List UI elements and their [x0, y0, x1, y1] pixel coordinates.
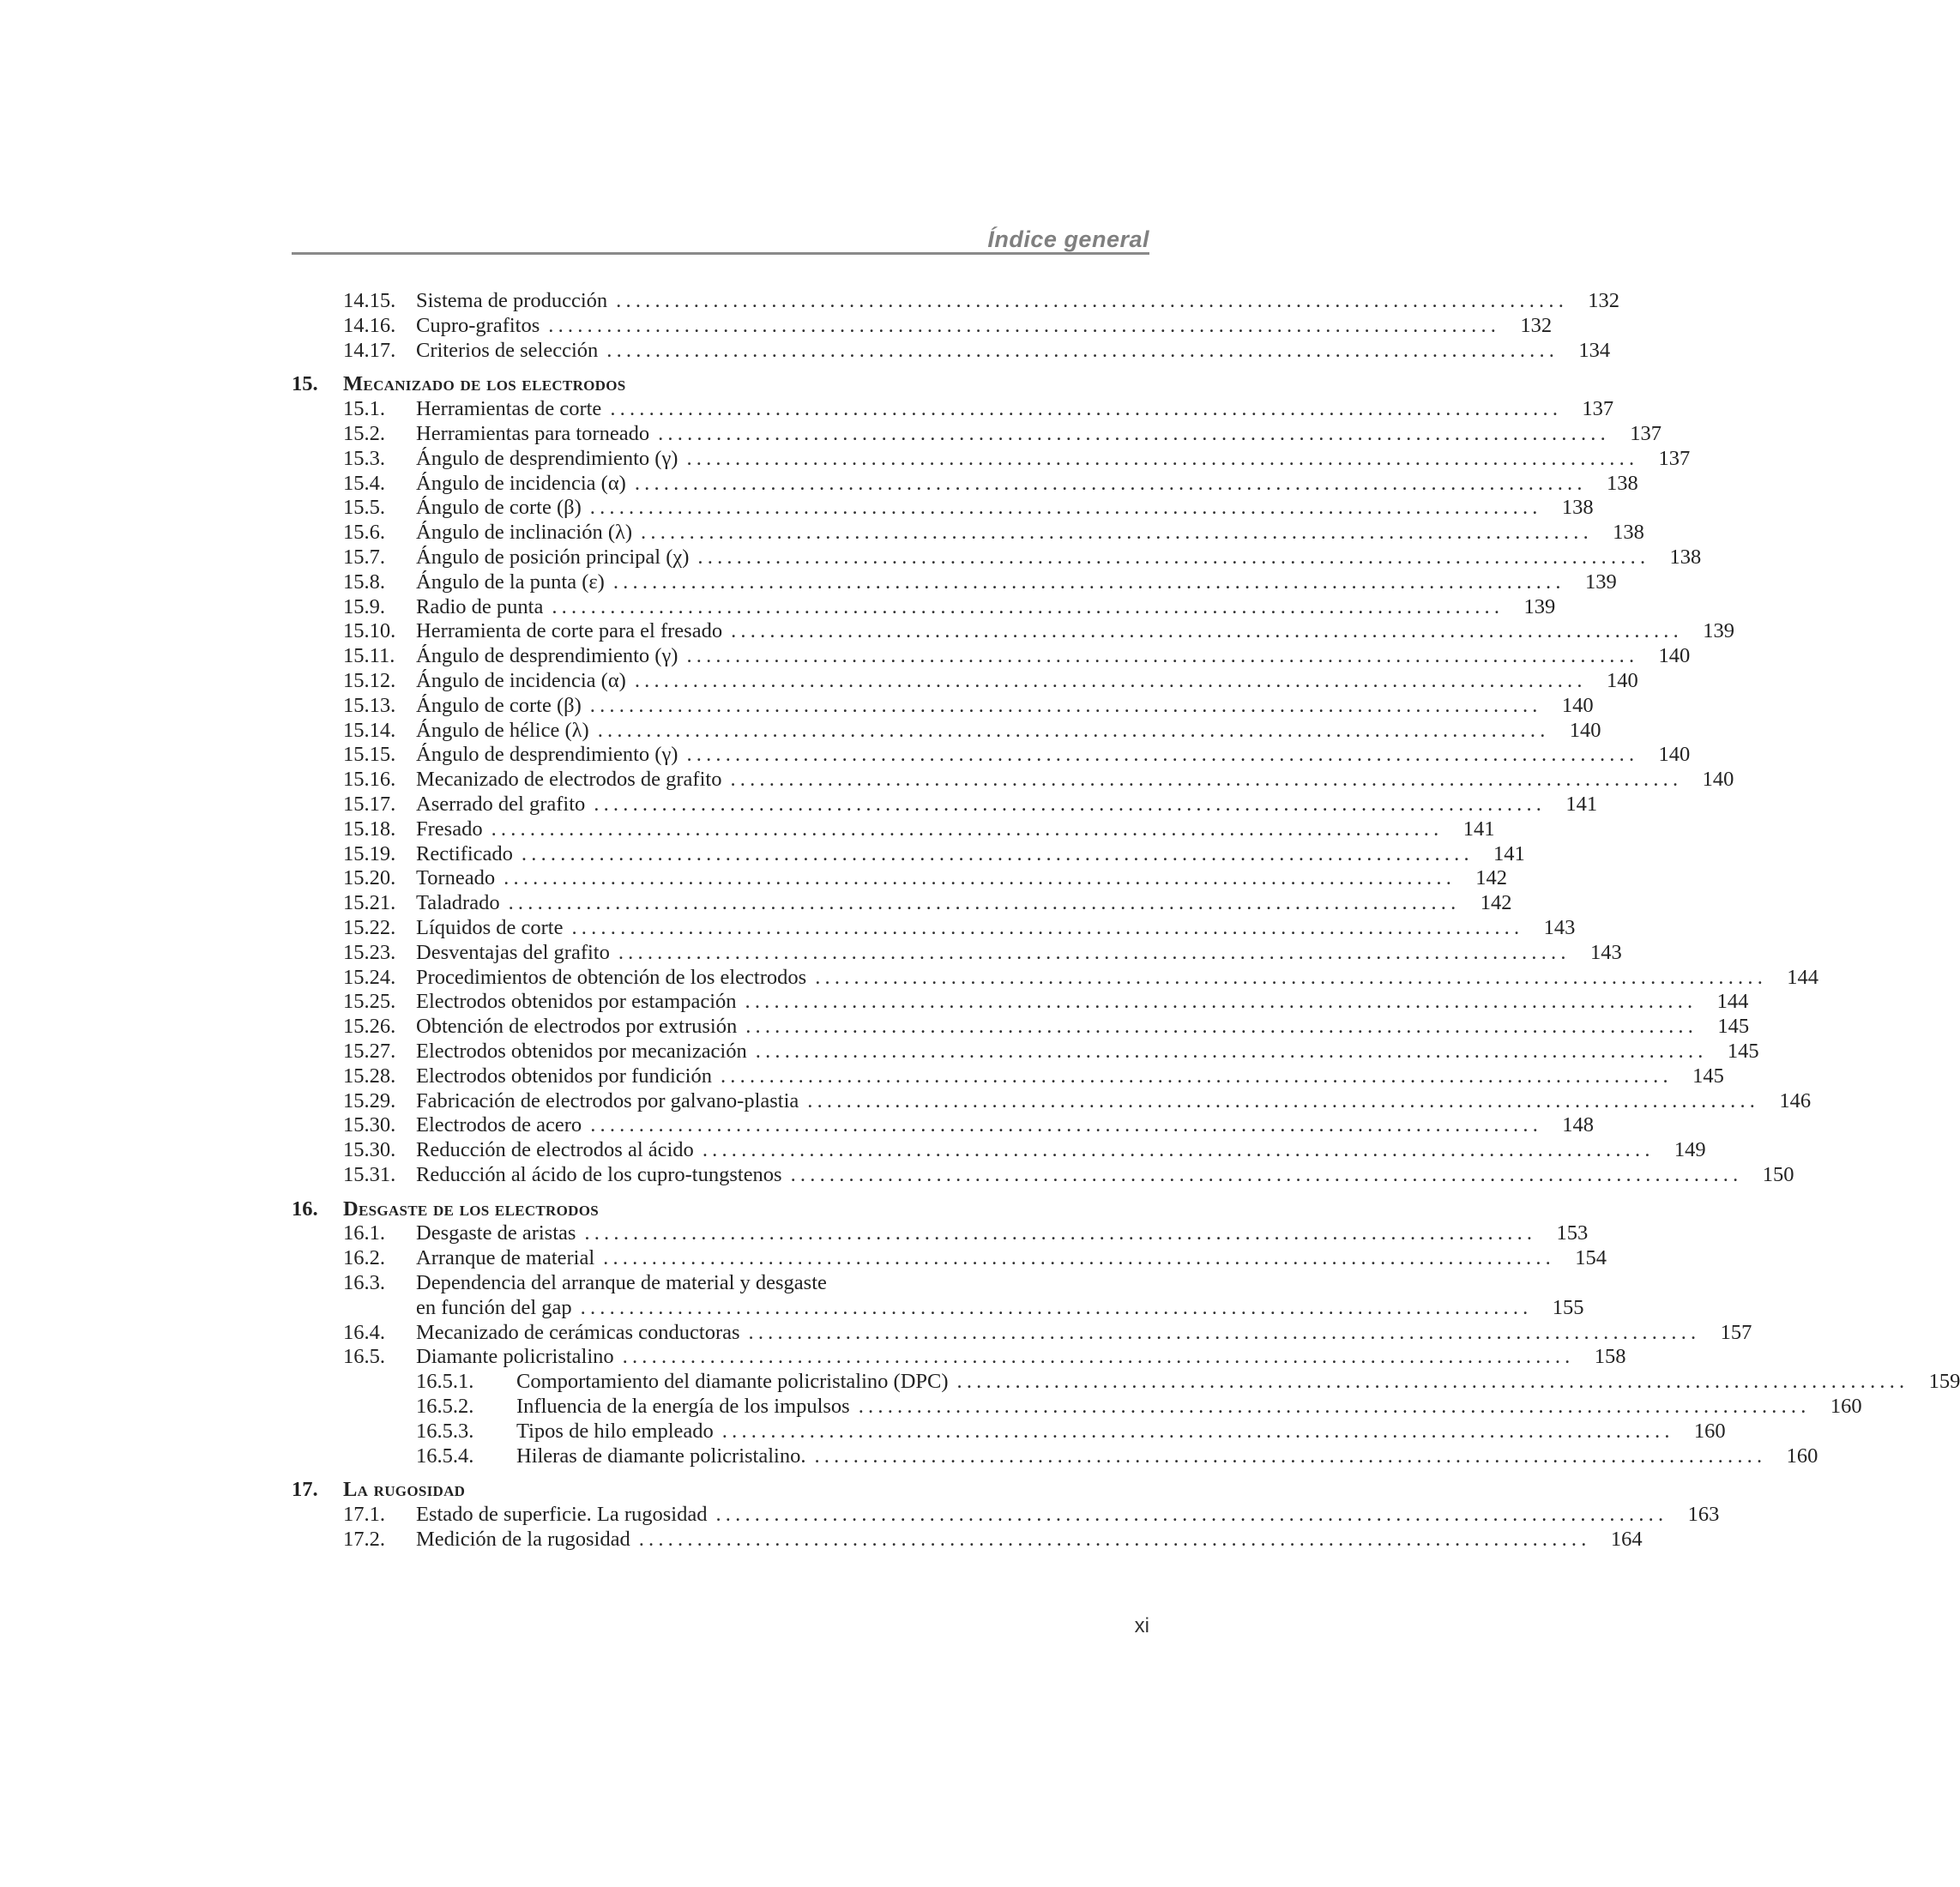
entry-page-number: 138 [1613, 521, 1644, 545]
entry-number: 15.7. [343, 545, 385, 569]
dot-leader: .................................................................................................. [755, 1039, 1708, 1063]
entry-page-number: 157 [1720, 1320, 1752, 1344]
entry-page-number: 138 [1606, 471, 1638, 495]
dot-leader: .................................................................................................. [807, 1088, 1760, 1112]
entry-number: 15.6. [343, 521, 385, 545]
entry-title: Electrodos de acero [416, 1113, 582, 1137]
entry-title: Rectificado [416, 841, 513, 865]
toc-entry[interactable] [292, 545, 1702, 570]
toc-entry[interactable] [292, 792, 1598, 817]
dot-leader: .................................................................................................. [686, 644, 1639, 668]
dot-leader: .................................................................................................. [638, 1528, 1591, 1552]
entry-number: 14.15. [343, 289, 396, 312]
entry-number: 15.31. [343, 1162, 396, 1186]
dot-leader: .................................................................................................. [594, 792, 1547, 816]
entry-number: 15.29. [343, 1088, 396, 1112]
running-header-title: Índice general [987, 226, 1149, 252]
page-number: xi [1134, 1614, 1149, 1637]
entry-page-number: 148 [1562, 1113, 1595, 1137]
entry-title: Sistema de producción [416, 289, 608, 312]
entry-page-number: 159 [1928, 1370, 1960, 1394]
toc-entry[interactable] [292, 1345, 1626, 1370]
dot-leader: .................................................................................................. [634, 668, 1587, 692]
entry-title: Estado de superficie. La rugosidad [416, 1503, 708, 1527]
entry-title: Desgaste de aristas [416, 1221, 576, 1245]
dot-leader: .................................................................................................. [697, 545, 1650, 569]
entry-title: Radio de punta [416, 594, 544, 618]
dot-leader: .................................................................................................. [715, 1503, 1668, 1527]
entry-page-number: 140 [1561, 693, 1594, 717]
entry-title: Aserrado del grafito [416, 792, 586, 816]
entry-number: 17.2. [343, 1528, 385, 1552]
entry-number: 16.2. [343, 1246, 385, 1270]
toc-entry[interactable] [292, 1246, 1607, 1271]
entry-title: Torneado [416, 866, 496, 890]
entry-number: 15.30. [343, 1138, 396, 1162]
entry-page-number: 145 [1692, 1064, 1724, 1088]
toc-entry[interactable] [292, 496, 1594, 521]
entry-title: Procedimientos de obtención de los electrodos [416, 965, 807, 989]
entry-number: 16.5.1. [416, 1370, 474, 1394]
dot-leader: .................................................................................................. [658, 421, 1610, 445]
entry-title: Ángulo de desprendimiento (γ) [416, 644, 678, 668]
dot-leader: .................................................................................................. [686, 743, 1639, 767]
entry-page-number: 141 [1493, 841, 1525, 865]
entry-page-number: 138 [1669, 545, 1702, 569]
entry-page-number: 154 [1575, 1246, 1607, 1270]
entry-number: 14.17. [343, 338, 396, 362]
dot-leader: .................................................................................................. [745, 1015, 1698, 1039]
entry-number: 15.4. [343, 471, 385, 495]
entry-number: 15.11. [343, 644, 395, 668]
chapter-title: La rugosidad [343, 1478, 466, 1502]
entry-number: 15.13. [343, 693, 396, 717]
entry-number: 15.9. [343, 594, 385, 618]
toc-entry[interactable] [292, 668, 1638, 694]
toc-entry[interactable] [292, 940, 1622, 966]
entry-title: Herramientas para torneado [416, 421, 650, 445]
toc-entry[interactable] [292, 1395, 1862, 1420]
entry-page-number: 150 [1762, 1162, 1794, 1186]
entry-page-number: 140 [1569, 718, 1601, 742]
entry-number: 15.24. [343, 965, 396, 989]
toc-entry[interactable] [292, 1162, 1794, 1188]
toc-entry[interactable] [292, 471, 1638, 497]
toc-entry[interactable] [292, 693, 1594, 719]
chapter-heading [292, 1197, 1149, 1222]
toc-entry[interactable] [292, 1370, 1960, 1395]
dot-leader: .................................................................................................. [622, 1345, 1575, 1369]
entry-page-number: 143 [1543, 915, 1576, 939]
toc-entry[interactable] [292, 1039, 1759, 1064]
entry-number: 16.5.4. [416, 1444, 474, 1468]
dot-leader: .................................................................................................. [603, 1246, 1556, 1270]
entry-number: 15.26. [343, 1015, 396, 1039]
entry-number: 15.3. [343, 446, 385, 470]
entry-page-number: 142 [1475, 866, 1508, 890]
toc-entry[interactable] [292, 1015, 1750, 1040]
dot-leader: .................................................................................................. [571, 915, 1524, 939]
entry-page-number: 143 [1589, 940, 1622, 964]
entry-number: 15.21. [343, 891, 396, 915]
chapter-heading [292, 1478, 1149, 1503]
dot-leader: .................................................................................................. [745, 990, 1698, 1014]
entry-page-number: 145 [1727, 1039, 1759, 1063]
entry-number: 15.28. [343, 1064, 396, 1088]
entry-title: Reducción de electrodos al ácido [416, 1138, 694, 1162]
entry-title: Desventajas del grafito [416, 940, 610, 964]
dot-leader: .................................................................................................. [508, 891, 1461, 915]
toc-entry[interactable] [292, 866, 1508, 891]
chapter-title: Desgaste de los electrodos [343, 1197, 600, 1221]
entry-number: 15.10. [343, 619, 396, 643]
entry-title: Electrodos obtenidos por mecanización [416, 1039, 747, 1063]
entry-page-number: 144 [1716, 990, 1749, 1014]
entry-title: Hileras de diamante policristalino. [516, 1444, 806, 1468]
dot-leader: .................................................................................................. [748, 1320, 1701, 1344]
entry-page-number: 139 [1584, 570, 1617, 594]
entry-page-number: 138 [1561, 496, 1594, 520]
dot-leader: .................................................................................................. [956, 1370, 1909, 1394]
entry-title: Ángulo de corte (β) [416, 496, 582, 520]
dot-leader: .................................................................................................. [634, 471, 1587, 495]
toc-entry[interactable] [292, 289, 1620, 314]
dot-leader: .................................................................................................. [616, 289, 1569, 312]
entry-number: 15.25. [343, 990, 396, 1014]
dot-leader: .................................................................................................. [548, 313, 1501, 337]
toc-entry[interactable] [292, 1320, 1752, 1346]
toc-entry[interactable] [292, 1528, 1643, 1552]
entry-title: Electrodos obtenidos por estampación [416, 990, 737, 1014]
entry-page-number: 132 [1588, 289, 1620, 312]
table-of-contents [292, 289, 1960, 1552]
dot-leader: .................................................................................................. [504, 866, 1456, 890]
entry-page-number: 153 [1556, 1221, 1589, 1245]
toc-entry[interactable] [292, 990, 1749, 1015]
entry-page-number: 144 [1787, 965, 1819, 989]
toc-entry[interactable] [292, 841, 1525, 867]
entry-number: 16.5.3. [416, 1419, 474, 1443]
entry-title: Medición de la rugosidad [416, 1528, 630, 1552]
entry-title: Ángulo de inclinación (λ) [416, 521, 633, 545]
header-rule [292, 252, 1149, 255]
toc-entry[interactable] [292, 965, 1819, 991]
toc-entry[interactable] [292, 313, 1553, 339]
toc-entry[interactable] [292, 397, 1614, 422]
entry-page-number: 139 [1523, 594, 1556, 618]
toc-entry[interactable] [292, 570, 1617, 595]
entry-page-number: 137 [1582, 397, 1614, 421]
dot-leader: .................................................................................................. [612, 570, 1565, 594]
dot-leader: .................................................................................................. [552, 594, 1505, 618]
entry-number: 15.15. [343, 743, 396, 767]
entry-number: 15.1. [343, 397, 385, 421]
dot-leader: .................................................................................................. [720, 1064, 1673, 1088]
toc-entry[interactable] [292, 718, 1601, 744]
toc-entry[interactable] [292, 644, 1691, 669]
toc-entry[interactable] [292, 421, 1661, 447]
entry-page-number: 140 [1702, 768, 1734, 792]
entry-number: 15.27. [343, 1039, 396, 1063]
entry-page-number: 140 [1658, 743, 1691, 767]
toc-entry[interactable] [292, 891, 1512, 916]
entry-title: Ángulo de desprendimiento (γ) [416, 743, 678, 767]
dot-leader: .................................................................................................. [730, 768, 1683, 792]
entry-title: Mecanizado de electrodos de grafito [416, 768, 722, 792]
entry-page-number: 149 [1674, 1138, 1706, 1162]
dot-leader: .................................................................................................. [521, 841, 1474, 865]
chapter-number: 17. [292, 1478, 318, 1502]
toc-entry[interactable] [292, 743, 1691, 768]
entry-number: 15.23. [343, 940, 396, 964]
entry-page-number: 137 [1658, 446, 1691, 470]
entry-title: Ángulo de incidencia (α) [416, 471, 626, 495]
toc-entry[interactable] [292, 817, 1495, 842]
chapter-number: 16. [292, 1197, 318, 1221]
entry-number: 15.14. [343, 718, 396, 742]
toc-entry[interactable] [292, 1503, 1720, 1528]
dot-leader: .................................................................................................. [790, 1162, 1743, 1186]
entry-number: 15.12. [343, 668, 396, 692]
entry-page-number: 132 [1520, 313, 1553, 337]
toc-entry[interactable] [292, 446, 1691, 472]
entry-title: Ángulo de hélice (λ) [416, 718, 589, 742]
dot-leader: .................................................................................................. [814, 1444, 1767, 1468]
toc-entry[interactable] [292, 768, 1734, 793]
dot-leader: .................................................................................................. [580, 1295, 1533, 1319]
entry-title: Obtención de electrodos por extrusión [416, 1015, 738, 1039]
entry-page-number: 158 [1594, 1345, 1626, 1369]
entry-page-number: 139 [1703, 619, 1734, 643]
dot-leader: .................................................................................................. [584, 1221, 1537, 1245]
dot-leader: .................................................................................................. [597, 718, 1550, 742]
entry-title: en función del gap [416, 1295, 572, 1319]
entry-number: 15.18. [343, 817, 396, 841]
entry-title: Fabricación de electrodos por galvano-plastia [416, 1088, 799, 1112]
entry-page-number: 160 [1693, 1419, 1726, 1443]
entry-page-number: 140 [1606, 668, 1638, 692]
entry-title: Comportamiento del diamante policristalino (DPC) [516, 1370, 949, 1394]
entry-title: Diamante policristalino [416, 1345, 614, 1369]
entry-page-number: 164 [1610, 1528, 1643, 1552]
toc-entry[interactable] [292, 1138, 1706, 1163]
entry-number: 16.1. [343, 1221, 385, 1245]
entry-title: Ángulo de incidencia (α) [416, 668, 626, 692]
entry-number: 15.17. [343, 792, 396, 816]
toc-entry[interactable] [292, 1271, 1149, 1296]
entry-title: Fresado [416, 817, 483, 841]
entry-number: 15.8. [343, 570, 385, 594]
entry-title: Mecanizado de cerámicas conductoras [416, 1320, 740, 1344]
entry-title: Ángulo de corte (β) [416, 693, 582, 717]
toc-entry[interactable] [292, 915, 1576, 941]
entry-number: 15.5. [343, 496, 385, 520]
entry-page-number: 155 [1552, 1295, 1584, 1319]
dot-leader: .................................................................................................. [606, 338, 1559, 362]
entry-number: 16.5. [343, 1345, 385, 1369]
entry-number: 16.4. [343, 1320, 385, 1344]
entry-title: Herramientas de corte [416, 397, 602, 421]
dot-leader: .................................................................................................. [686, 446, 1639, 470]
dot-leader: .................................................................................................. [815, 965, 1768, 989]
entry-title: Arranque de material [416, 1246, 595, 1270]
entry-page-number: 137 [1630, 421, 1661, 445]
dot-leader: .................................................................................................. [641, 521, 1593, 545]
dot-leader: .................................................................................................. [491, 817, 1444, 841]
dot-leader: .................................................................................................. [721, 1419, 1674, 1443]
entry-title: Criterios de selección [416, 338, 599, 362]
entry-title: Electrodos obtenidos por fundición [416, 1064, 712, 1088]
entry-title: Cupro-grafitos [416, 313, 540, 337]
entry-number: 15.2. [343, 421, 385, 445]
dot-leader: .................................................................................................. [589, 693, 1542, 717]
dot-leader: .................................................................................................. [702, 1138, 1655, 1162]
entry-title: Influencia de la energía de los impulsos [516, 1395, 850, 1419]
toc-entry[interactable] [292, 1064, 1724, 1089]
entry-page-number: 134 [1578, 338, 1611, 362]
entry-number: 15.22. [343, 915, 396, 939]
entry-title: Reducción al ácido de los cupro-tungstenos [416, 1162, 782, 1186]
entry-title: Ángulo de posición principal (χ) [416, 545, 690, 569]
entry-page-number: 160 [1830, 1395, 1862, 1419]
entry-page-number: 163 [1687, 1503, 1720, 1527]
dot-leader: .................................................................................................. [610, 397, 1563, 421]
toc-entry[interactable] [292, 594, 1556, 620]
entry-number: 14.16. [343, 313, 396, 337]
dot-leader: .................................................................................................. [618, 940, 1571, 964]
toc-entry[interactable] [292, 1419, 1726, 1444]
entry-number: 16.5.2. [416, 1395, 474, 1419]
entry-title: Ángulo de la punta (ε) [416, 570, 605, 594]
dot-leader: .................................................................................................. [731, 619, 1683, 643]
toc-entry[interactable] [292, 521, 1644, 546]
toc-entry[interactable] [292, 1088, 1812, 1114]
entry-title: Ángulo de desprendimiento (γ) [416, 446, 678, 470]
entry-title: Taladrado [416, 891, 500, 915]
entry-page-number: 145 [1717, 1015, 1750, 1039]
toc-entry[interactable] [292, 1221, 1589, 1246]
chapter-number: 15. [292, 372, 318, 396]
entry-page-number: 141 [1565, 792, 1598, 816]
toc-entry[interactable] [292, 1444, 1818, 1469]
entry-page-number: 146 [1779, 1088, 1812, 1112]
entry-title: Líquidos de corte [416, 915, 564, 939]
toc-entry[interactable] [292, 1113, 1595, 1138]
entry-title: Dependencia del arranque de material y desgaste [416, 1271, 827, 1295]
toc-entry[interactable] [292, 619, 1734, 644]
entry-number: 15.20. [343, 866, 396, 890]
dot-leader: .................................................................................................. [590, 1113, 1543, 1137]
entry-page-number: 141 [1462, 817, 1495, 841]
entry-page-number: 160 [1786, 1444, 1818, 1468]
toc-entry[interactable] [292, 338, 1611, 364]
entry-number: 17.1. [343, 1503, 385, 1527]
entry-number: 15.30. [343, 1113, 396, 1137]
entry-number: 15.19. [343, 841, 396, 865]
chapter-title: Mecanizado de los electrodos [343, 372, 626, 396]
chapter-heading [292, 372, 1149, 397]
entry-number: 15.16. [343, 768, 396, 792]
entry-title: Herramienta de corte para el fresado [416, 619, 723, 643]
entry-page-number: 142 [1480, 891, 1512, 915]
dot-leader: .................................................................................................. [589, 496, 1542, 520]
entry-title: Tipos de hilo empleado [516, 1419, 714, 1443]
dot-leader: .................................................................................................. [858, 1395, 1811, 1419]
toc-entry[interactable] [292, 1295, 1584, 1321]
entry-number: 16.3. [343, 1271, 385, 1295]
entry-page-number: 140 [1658, 644, 1691, 668]
